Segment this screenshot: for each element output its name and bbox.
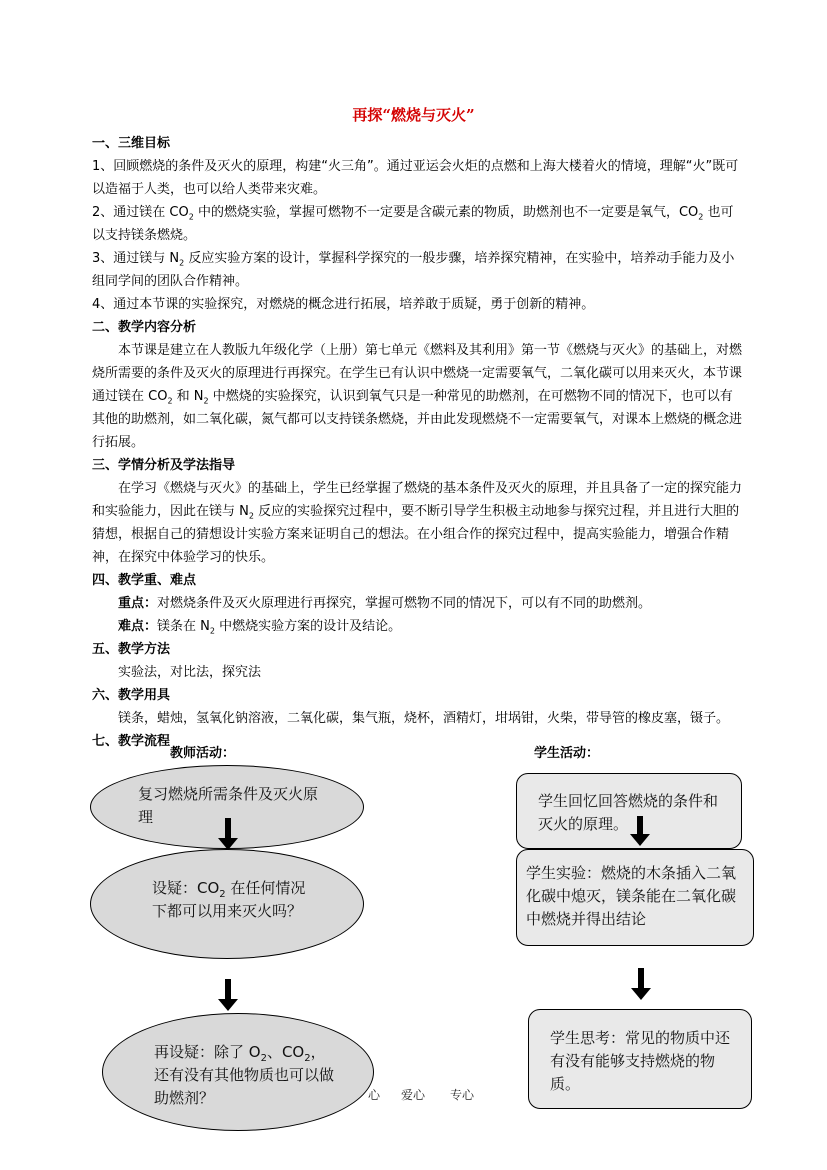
objective-3: 3、通过镁与 $N_2$ 反应实验方案的设计，掌握科学探究的一般步骤，培养探究精神，在实验中，培养动手能力及小组同学间的团队合作精神。 [92,251,735,289]
document-body [92,132,742,753]
section-3-heading: 三、学情分析及学法指导 [92,458,236,473]
teaching-tools: 镁条，蜡烛，氢氧化钠溶液，二氧化碳，集气瓶，烧杯，酒精灯，坩埚钳，火柴，带导管的橡皮塞，镊子。 [118,711,730,726]
objective-2: 2、通过镁在 $CO_2$ 中的燃烧实验，掌握可燃物不一定要是含碳元素的物质，助燃剂也不一定要是氧气，$CO_2$ 也可以支持镁条燃烧。 [92,205,734,243]
section-1-heading: 一、三维目标 [92,136,171,151]
footer-word-1: 心 [368,1088,381,1102]
arrow-down-icon [218,979,238,1011]
section-4-heading: 四、教学重、难点 [92,573,197,588]
arrow-down-icon [218,818,238,850]
footer-word-2: 爱心 [401,1088,426,1102]
student-step-1-text: 学生回忆回答燃烧的条件和灭火的原理。 [538,792,719,833]
teacher-step-1-text: 复习燃烧所需条件及灭火原理 [138,785,319,826]
page-title: 再探“燃烧与灭火” [352,106,475,124]
section-5-heading: 五、教学方法 [92,642,171,657]
teaching-methods: 实验法，对比法，探究法 [118,665,262,680]
student-step-2-text: 学生实验：燃烧的木条插入二氧化碳中熄灭，镁条能在二氧化碳中燃烧并得出结论 [526,864,737,928]
student-activity-label: 学生活动： [534,746,600,761]
arrow-down-icon [630,816,650,846]
objective-1: 1、回顾燃烧的条件及灭火的原理，构建“火三角”。通过亚运会火炬的点燃和上海大楼着火的情境，理解“火”既可以造福于人类，也可以给人类带来灾难。 [92,159,739,197]
difficult-point: 难点：镁条在 $N_2$ 中燃烧实验方案的设计及结论。 [118,619,402,636]
section-2-heading: 二、教学内容分析 [92,320,197,335]
section-6-heading: 六、教学用具 [92,688,171,703]
teacher-activity-label: 教师活动： [170,746,236,761]
teacher-step-2-text: 设疑：$CO_2$ 在任何情况下都可以用来灭火吗？ [152,879,306,920]
footer-word-3: 专心 [450,1088,475,1102]
teacher-step-3-text: 再设疑：除了 $O_2$、$CO_2$，还有没有其他物质也可以做助燃剂？ [154,1043,335,1107]
key-point: 重点：对燃烧条件及灭火原理进行再探究，掌握可燃物不同的情况下，可以有不同的助燃剂。 [118,596,652,611]
student-step-3-text: 学生思考：常见的物质中还有没有能够支持燃烧的物质。 [550,1029,731,1093]
section-7-heading: 七、教学流程 [92,734,171,749]
arrow-down-icon [631,968,651,1000]
objective-4: 4、通过本节课的实验探究，对燃烧的概念进行拓展，培养敢于质疑，勇于创新的精神。 [92,297,595,312]
learning-analysis-paragraph: 在学习《燃烧与灭火》的基础上，学生已经掌握了燃烧的基本条件及灭火的原理，并且具备了一定的探究能力和实验能力，因此在镁与 $N_2$ 反应的实验探究过程中，要不断引导学生积极主动地参与探究过程，并且进行大胆的猜想，根据自己的猜想设计实验方案来证明自己的想法。在小组合作的探究过程中，提高实验能力，增强合作精神，在探究中体验学习的快乐。 [92,481,743,565]
content-analysis-paragraph: 本节课是建立在人教版九年级化学（上册）第七单元《燃料及其利用》第一节《燃烧与灭火》的基础上，对燃烧所需要的条件及灭火的原理进行再探究。在学生已有认识中燃烧一定需要氧气，二氧化碳可以用来灭火，本节课通过镁在 $CO_2$ 和 $N_2$ 中燃烧的实验探究，认识到氧气只是一种常见的助燃剂，在可燃物不同的情况下，也可以有其他的助燃剂，如二氧化碳，氮气都可以支持镁条燃烧，并由此发现燃烧不一定需要氧气，对课本上燃烧的概念进行拓展。 [92,343,743,450]
